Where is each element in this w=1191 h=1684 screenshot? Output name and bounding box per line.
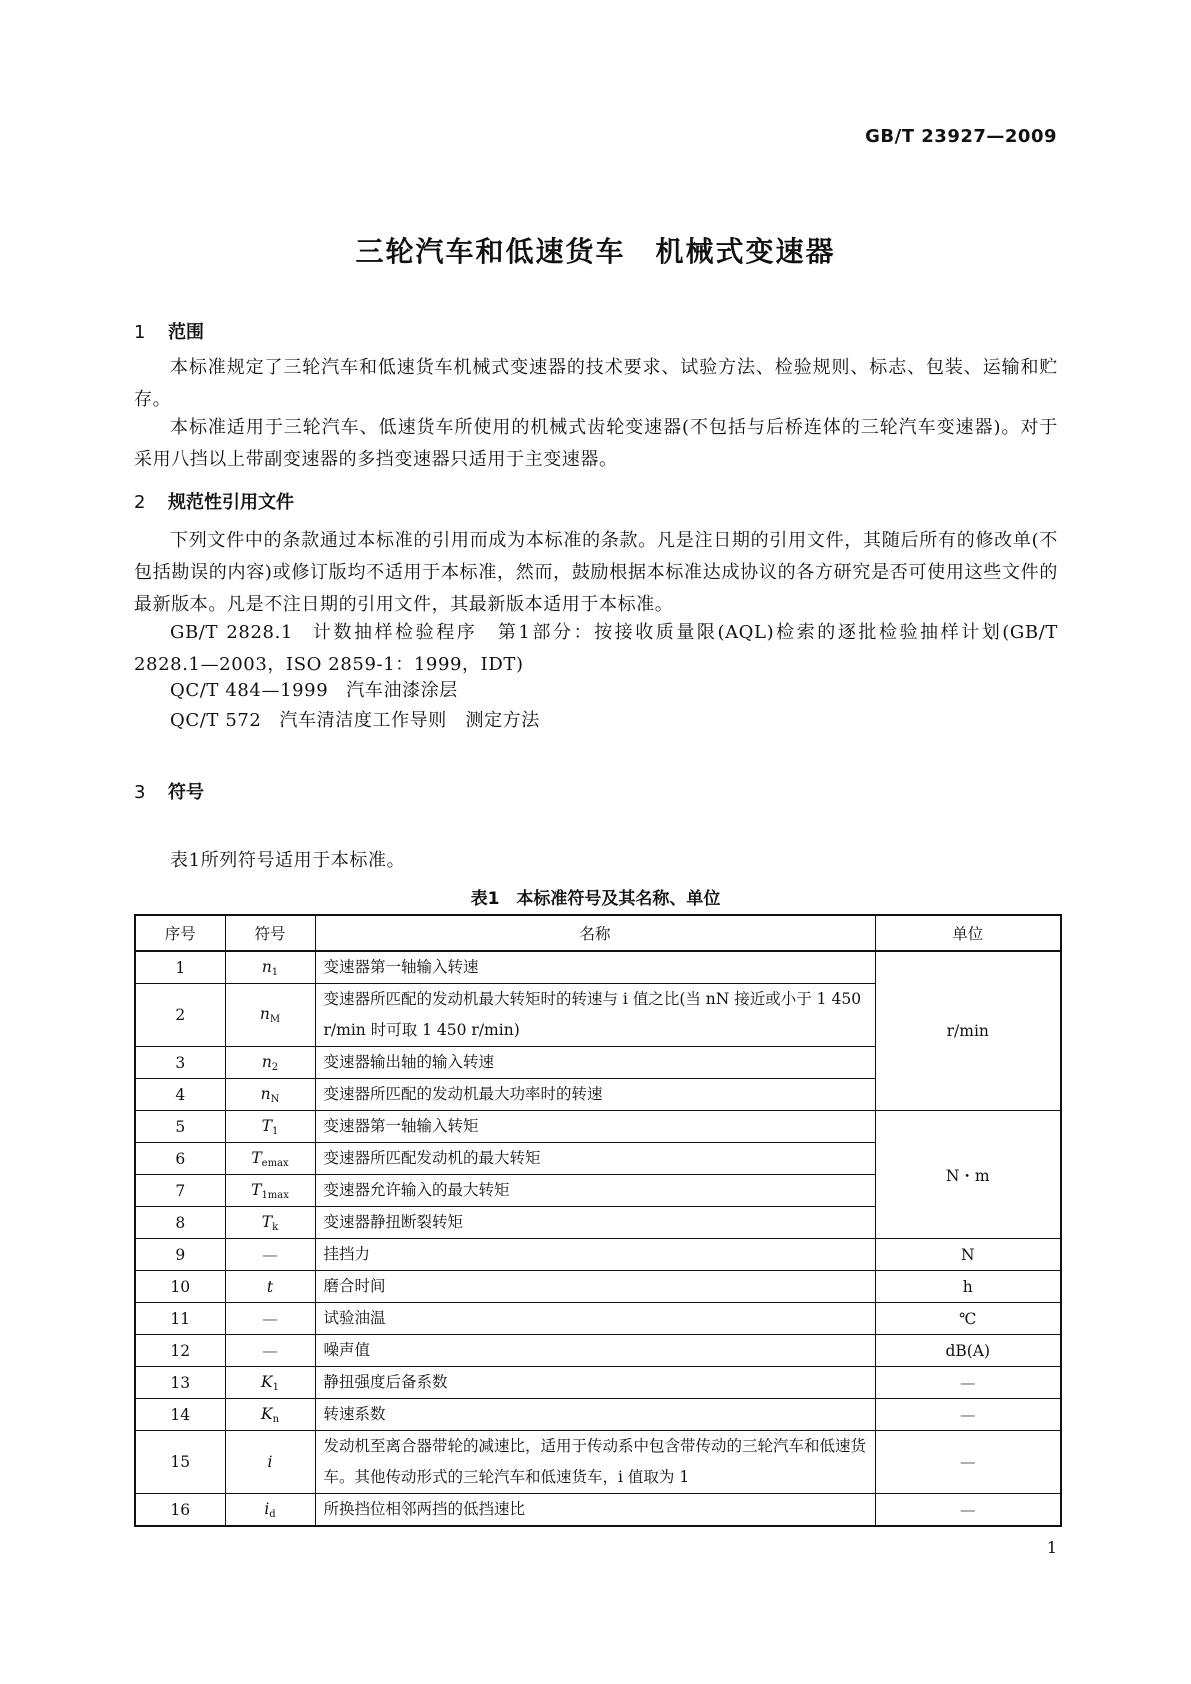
standard-number: GB/T 23927—2009 [865, 126, 1057, 147]
row-no: 6 [135, 1143, 225, 1175]
symbol-sub: 2 [271, 1061, 279, 1073]
header-symbol: 符号 [225, 915, 315, 951]
row-symbol [225, 1271, 315, 1303]
row-symbol [225, 951, 315, 984]
symbol-sub: k [272, 1221, 279, 1233]
row-symbol [225, 1431, 315, 1494]
section-number: 1 [134, 322, 146, 343]
symbol-var: T [261, 1116, 272, 1135]
header-name: 名称 [315, 915, 875, 951]
row-name: 变速器第一轴输入转矩 [315, 1111, 875, 1143]
symbol-var: T [251, 1148, 262, 1167]
table-row [135, 1239, 1061, 1271]
row-name: 变速器静扭断裂转矩 [315, 1207, 875, 1239]
symbol-sub: 1 [271, 966, 279, 978]
paragraph: 表1所列符号适用于本标准。 [170, 850, 406, 871]
row-unit: dB(A) [875, 1335, 1061, 1367]
table-header-row [135, 915, 1061, 951]
symbol-var: i [267, 1453, 273, 1471]
row-name: 变速器所匹配的发动机最大转矩时的转速与 i 值之比(当 nN 接近或小于 1 450 r/min 时可取 1 450 r/min) [315, 984, 875, 1047]
row-no: 11 [135, 1303, 225, 1335]
row-symbol [225, 1111, 315, 1143]
row-unit: — [875, 1399, 1061, 1431]
row-name: 磨合时间 [315, 1271, 875, 1303]
row-name: 静扭强度后备系数 [315, 1367, 875, 1399]
normative-reference [134, 617, 1058, 681]
row-unit: — [875, 1367, 1061, 1399]
row-no: 7 [135, 1175, 225, 1207]
row-unit-group: N・m [875, 1111, 1061, 1239]
section-number: 3 [134, 782, 146, 803]
row-unit-group: r/min [875, 951, 1061, 1111]
symbol-sub: 1max [261, 1189, 289, 1201]
table-caption: 表1 本标准符号及其名称、单位 [470, 889, 721, 909]
symbol-sub: emax [261, 1157, 289, 1169]
row-symbol [225, 984, 315, 1047]
row-no: 1 [135, 951, 225, 984]
table-row [135, 1303, 1061, 1335]
paragraph: 本标准适用于三轮汽车、低速货车所使用的机械式齿轮变速器(不包括与后桥连体的三轮汽车变速器)。对于采用八挡以上带副变速器的多挡变速器只适用于主变速器。 [134, 417, 1058, 470]
symbol-sub: M [269, 1014, 281, 1025]
document-title: 三轮汽车和低速货车 机械式变速器 [355, 235, 836, 268]
reference-code: QC/T 572 [170, 710, 262, 731]
table-row [135, 951, 1061, 984]
row-symbol: — [225, 1335, 315, 1367]
row-no: 5 [135, 1111, 225, 1143]
symbols-table [134, 914, 1062, 1527]
table-row [135, 1271, 1061, 1303]
symbol-var: n [261, 1052, 272, 1071]
symbol-sub: N [270, 1093, 280, 1105]
row-name: 变速器允许输入的最大转矩 [315, 1175, 875, 1207]
section-1-heading [134, 318, 204, 344]
row-no: 10 [135, 1271, 225, 1303]
row-symbol [225, 1079, 315, 1111]
section-title: 范围 [168, 322, 204, 343]
symbol-sub: n [272, 1413, 280, 1425]
row-no: 4 [135, 1079, 225, 1111]
row-name: 变速器第一轴输入转速 [315, 951, 875, 984]
row-unit: h [875, 1271, 1061, 1303]
row-no: 2 [135, 984, 225, 1047]
row-symbol [225, 1175, 315, 1207]
row-no: 8 [135, 1207, 225, 1239]
section-3-heading [134, 778, 204, 804]
page-number: 1 [1046, 1538, 1057, 1557]
section-title: 规范性引用文件 [168, 492, 294, 513]
row-no: 15 [135, 1431, 225, 1494]
symbol-var: T [251, 1180, 262, 1199]
normative-reference [134, 705, 1058, 737]
row-name: 试验油温 [315, 1303, 875, 1335]
reference-code: QC/T 484—1999 [170, 680, 329, 701]
row-symbol [225, 1367, 315, 1399]
table-row [135, 1335, 1061, 1367]
row-name: 转速系数 [315, 1399, 875, 1431]
row-unit: — [875, 1494, 1061, 1527]
section-2-heading [134, 488, 294, 514]
row-no: 13 [135, 1367, 225, 1399]
table-row [135, 1111, 1061, 1143]
symbol-sub: 1 [272, 1381, 279, 1393]
section-title: 符号 [168, 782, 204, 803]
reference-title: 计数抽样检验程序 第1部分：按接收质量限(AQL)检索的逐批检验抽样计划(GB/T 2828.1—2003，ISO 2859-1：1999，IDT) [134, 622, 1058, 675]
symbol-var: K [261, 1372, 273, 1391]
row-no: 16 [135, 1494, 225, 1527]
row-symbol [225, 1143, 315, 1175]
row-symbol: — [225, 1239, 315, 1271]
symbol-var: n [260, 1084, 271, 1103]
symbol-var: K [260, 1404, 273, 1423]
table-row [135, 1399, 1061, 1431]
normative-reference [134, 675, 1058, 707]
table-row [135, 1431, 1061, 1494]
paragraph: 下列文件中的条款通过本标准的引用而成为本标准的条款。凡是注日期的引用文件，其随后所有的修改单(不包括勘误的内容)或修订版均不适用于本标准，然而，鼓励根据本标准达成协议的各方研究是否可使用这些文件的最新版本。凡是不注日期的引用文件，其最新版本适用于本标准。 [134, 530, 1058, 615]
table-row [135, 1367, 1061, 1399]
header-unit: 单位 [875, 915, 1061, 951]
row-name: 挂挡力 [315, 1239, 875, 1271]
row-symbol [225, 1207, 315, 1239]
row-name: 所换挡位相邻两挡的低挡速比 [315, 1494, 875, 1527]
symbol-sub: 1 [271, 1125, 279, 1137]
row-name: 变速器所匹配的发动机最大功率时的转速 [315, 1079, 875, 1111]
row-name: 噪声值 [315, 1335, 875, 1367]
row-symbol: — [225, 1303, 315, 1335]
row-no: 14 [135, 1399, 225, 1431]
row-name: 变速器所匹配发动机的最大转矩 [315, 1143, 875, 1175]
row-symbol [225, 1047, 315, 1079]
row-no: 12 [135, 1335, 225, 1367]
symbol-var: i [264, 1499, 270, 1518]
row-symbol [225, 1399, 315, 1431]
row-unit: N [875, 1239, 1061, 1271]
reference-code: GB/T 2828.1 [170, 622, 293, 643]
row-symbol [225, 1494, 315, 1527]
row-unit: — [875, 1431, 1061, 1494]
paragraph: 本标准规定了三轮汽车和低速货车机械式变速器的技术要求、试验方法、检验规则、标志、包装、运输和贮存。 [134, 357, 1058, 410]
section-number: 2 [134, 492, 146, 513]
reference-title: 汽车油漆涂层 [346, 680, 458, 701]
symbol-var: n [259, 1005, 270, 1023]
row-name: 变速器输出轴的输入转速 [315, 1047, 875, 1079]
symbol-sub: d [269, 1508, 276, 1520]
reference-title: 汽车清洁度工作导则 测定方法 [279, 710, 540, 731]
symbol-var: n [261, 957, 272, 976]
row-no: 3 [135, 1047, 225, 1079]
row-no: 9 [135, 1239, 225, 1271]
symbol-var: T [261, 1212, 273, 1231]
row-name: 发动机至离合器带轮的减速比，适用于传动系中包含带传动的三轮汽车和低速货车。其他传动形式的三轮汽车和低速货车，i 值取为 1 [315, 1431, 875, 1494]
symbol-var: t [266, 1277, 274, 1296]
table-row [135, 1494, 1061, 1527]
row-unit: ℃ [875, 1303, 1061, 1335]
header-no: 序号 [135, 915, 225, 951]
